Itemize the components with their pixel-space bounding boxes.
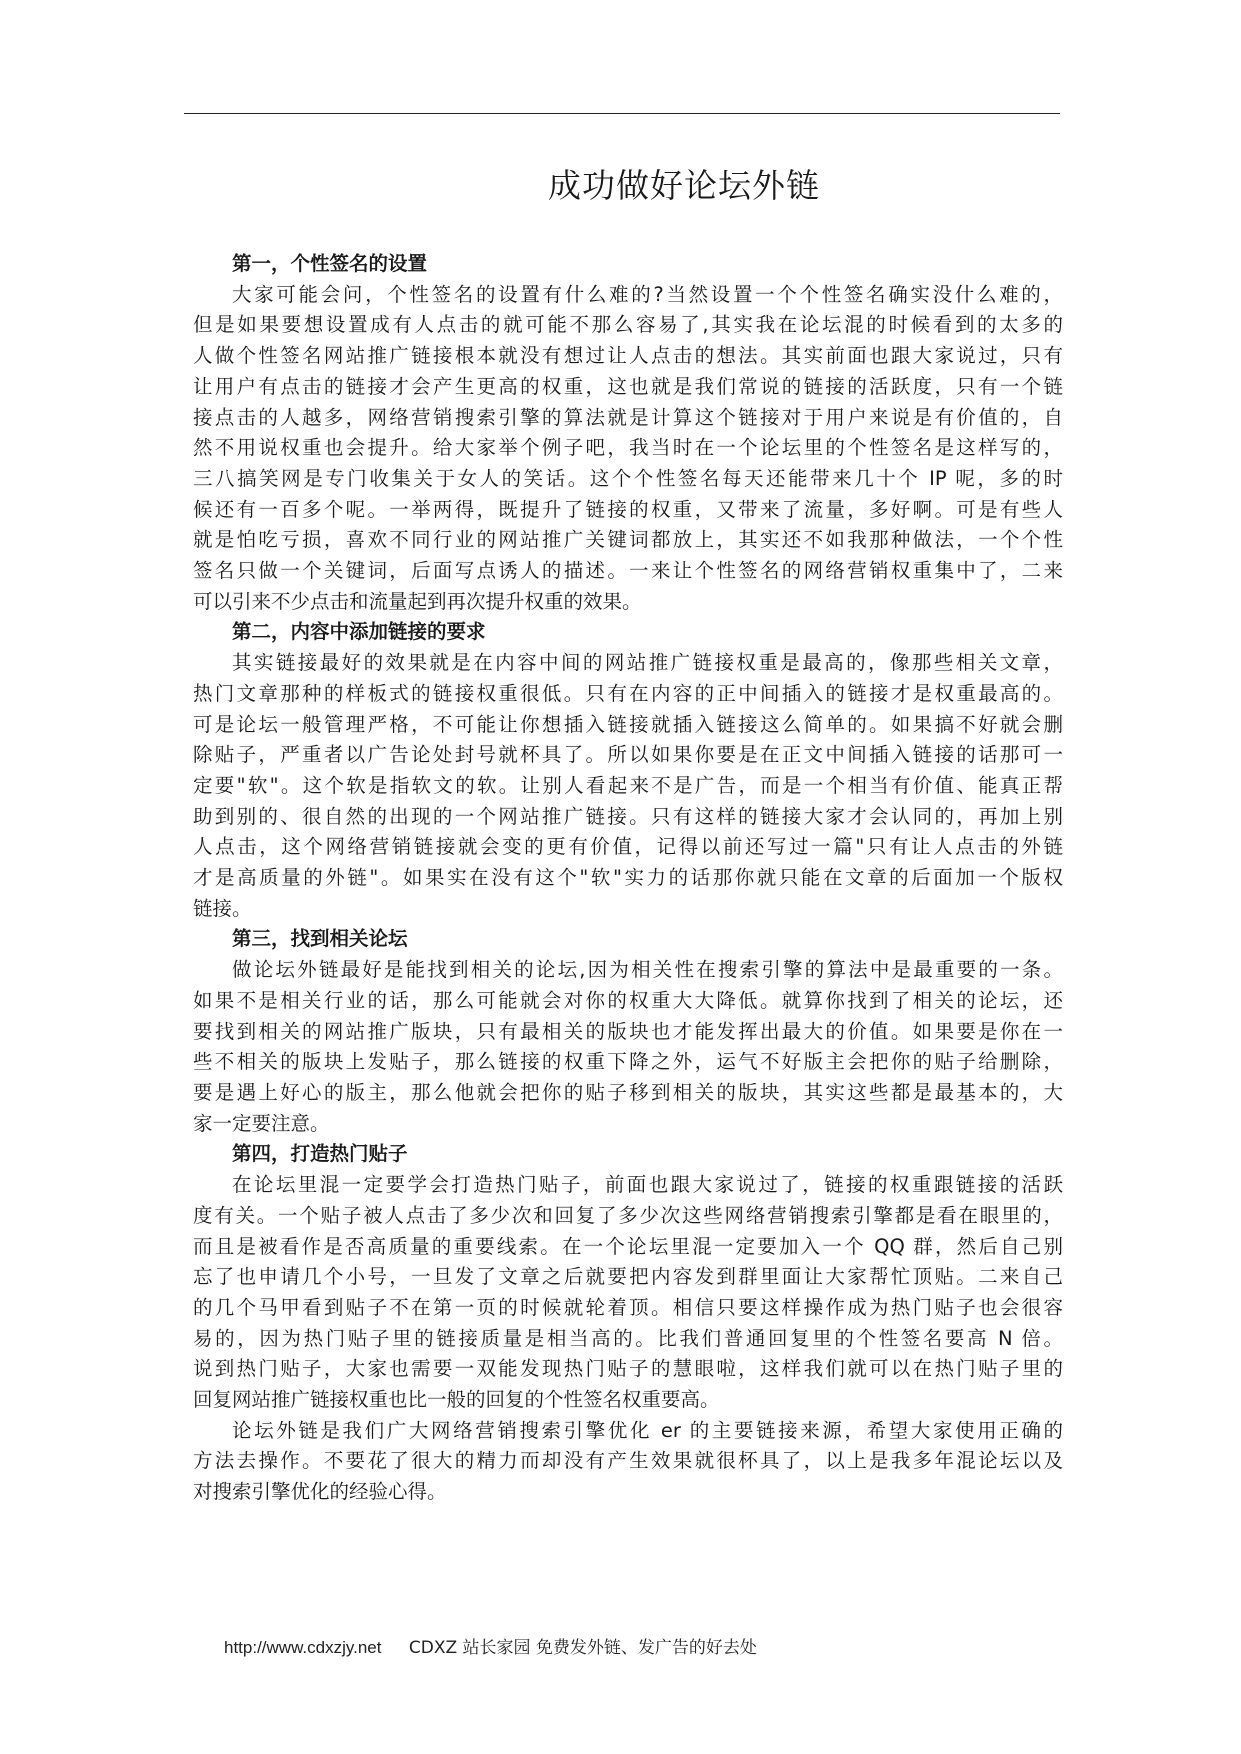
text-line: 回复网站推广链接权重也比一般的回复的个性签名权重要高。 xyxy=(193,1388,720,1412)
text-line: 人做个性签名网站推广链接根本就没有想过让人点击的想法。其实前面也跟大家说过，只有 xyxy=(193,344,1063,368)
text-line: 易的，因为热门贴子里的链接质量是相当高的。比我们普通回复里的个性签名要高 N 倍。 xyxy=(193,1326,1063,1350)
text-line: 做论坛外链最好是能找到相关的论坛,因为相关性在搜索引擎的算法中是最重要的一条。 xyxy=(232,958,1063,982)
text-line: 对搜索引擎优化的经验心得。 xyxy=(193,1480,447,1504)
text-line: 论坛外链是我们广大网络营销搜索引擎优化 er 的主要链接来源，希望大家使用正确的 xyxy=(232,1418,1063,1442)
text-line: 除贴子，严重者以广告论处封号就杯具了。所以如果你要是在正文中间插入链接的话那可一 xyxy=(193,743,1063,767)
text-line: 签名只做一个关键词，后面写点诱人的描述。一来让个性签名的网络营销权重集中了，二来 xyxy=(193,559,1063,583)
text-line: 方法去操作。不要花了很大的精力而却没有产生效果就很杯具了，以上是我多年混论坛以及 xyxy=(193,1449,1063,1473)
text-line: 说到热门贴子，大家也需要一双能发现热门贴子的慧眼啦，这样我们就可以在热门贴子里的 xyxy=(193,1357,1063,1381)
text-line: 要是遇上好心的版主，那么他就会把你的贴子移到相关的版块，其实这些都是最基本的，大 xyxy=(193,1080,1063,1104)
header-rule xyxy=(184,113,1060,114)
text-line: 候还有一百多个呢。一举两得，既提升了链接的权重，又带来了流量，多好啊。可是有些人 xyxy=(193,497,1063,521)
text-line: 然不用说权重也会提升。给大家举个例子吧，我当时在一个论坛里的个性签名是这样写的， xyxy=(193,436,1063,460)
text-line: 些不相关的版块上发贴子，那么链接的权重下降之外，运气不好版主会把你的贴子给删除， xyxy=(193,1050,1063,1074)
text-line: 但是如果要想设置成有人点击的就可能不那么容易了,其实我在论坛混的时候看到的太多的 xyxy=(193,313,1063,337)
section-paragraph xyxy=(193,1170,1063,1416)
section-heading: 第三，找到相关论坛 xyxy=(232,927,408,951)
text-line: 其实链接最好的效果就是在内容中间的网站推广链接权重是最高的，像那些相关文章， xyxy=(232,651,1063,675)
section-heading: 第一，个性签名的设置 xyxy=(232,252,428,275)
footer-url[interactable]: http://www.cdxzjy.net xyxy=(224,1638,382,1657)
text-line: 让用户有点击的链接才会产生更高的权重，这也就是我们常说的链接的活跃度，只有一个链 xyxy=(193,374,1063,398)
section-paragraph xyxy=(193,648,1063,924)
footer-slogan: CDXZ 站长家园 免费发外链、发广告的好去处 xyxy=(408,1638,757,1658)
text-line: 三八搞笑网是专门收集关于女人的笑话。这个个性签名每天还能带来几十个 IP 呢，多的时 xyxy=(193,466,1063,490)
text-line: 助到别的、很自然的出现的一个网站推广链接。只有这样的链接大家才会认同的，再加上别 xyxy=(193,804,1063,828)
text-line: 要找到相关的网站推广版块，只有最相关的版块也才能发挥出最大的价值。如果要是你在一 xyxy=(193,1019,1063,1043)
text-line: 可是论坛一般管理严格，不可能让你想插入链接就插入链接这么简单的。如果搞不好就会删 xyxy=(193,712,1063,736)
page-footer xyxy=(224,1633,757,1658)
text-line: 定要"软"。这个软是指软文的软。让别人看起来不是广告，而是一个相当有价值、能真正帮 xyxy=(193,773,1063,797)
text-line: 忘了也申请几个小号，一旦发了文章之后就要把内容发到群里面让大家帮忙顶贴。二来自己 xyxy=(193,1265,1063,1289)
text-line: 人点击，这个网络营销链接就会变的更有价值，记得以前还写过一篇"只有让人点击的外链 xyxy=(193,835,1063,859)
text-line: 度有关。一个贴子被人点击了多少次和回复了多少次这些网络营销搜索引擎都是看在眼里的， xyxy=(193,1203,1063,1227)
text-line: 在论坛里混一定要学会打造热门贴子，前面也跟大家说过了，链接的权重跟链接的活跃 xyxy=(232,1173,1063,1197)
text-line: 接点击的人越多，网络营销搜索引擎的算法就是计算这个链接对于用户来说是有价值的，自 xyxy=(193,405,1063,429)
text-line: 才是高质量的外链"。如果实在没有这个"软"实力的话那你就只能在文章的后面加一个版权 xyxy=(193,866,1063,890)
text-line: 大家可能会问，个性签名的设置有什么难的?当然设置一个个性签名确实没什么难的， xyxy=(232,282,1063,306)
text-line: 而且是被看作是否高质量的重要线索。在一个论坛里混一定要加入一个 QQ 群，然后自己别 xyxy=(193,1234,1063,1258)
text-line: 可以引来不少点击和流量起到再次提升权重的效果。 xyxy=(193,589,642,613)
section-heading: 第二，内容中添加链接的要求 xyxy=(232,620,486,644)
closing-paragraph xyxy=(193,1416,1063,1508)
text-line: 的几个马甲看到贴子不在第一页的时候就轮着顶。相信只要这样操作成为热门贴子也会很容 xyxy=(193,1295,1063,1319)
section-paragraph xyxy=(193,955,1063,1139)
page-title: 成功做好论坛外链 xyxy=(548,166,820,205)
section-paragraph xyxy=(193,280,1063,618)
text-line: 家一定要注意。 xyxy=(193,1111,330,1135)
article-body xyxy=(193,249,1063,1508)
text-line: 如果不是相关行业的话，那么可能就会对你的权重大大降低。就算你找到了相关的论坛，还 xyxy=(193,988,1063,1012)
section-heading: 第四，打造热门贴子 xyxy=(232,1142,408,1166)
text-line: 链接。 xyxy=(193,896,252,920)
text-line: 热门文章那种的样板式的链接权重很低。只有在内容的正中间插入的链接才是权重最高的。 xyxy=(193,681,1063,705)
text-line: 就是怕吃亏损，喜欢不同行业的网站推广关键词都放上，其实还不如我那种做法，一个个性 xyxy=(193,528,1063,552)
